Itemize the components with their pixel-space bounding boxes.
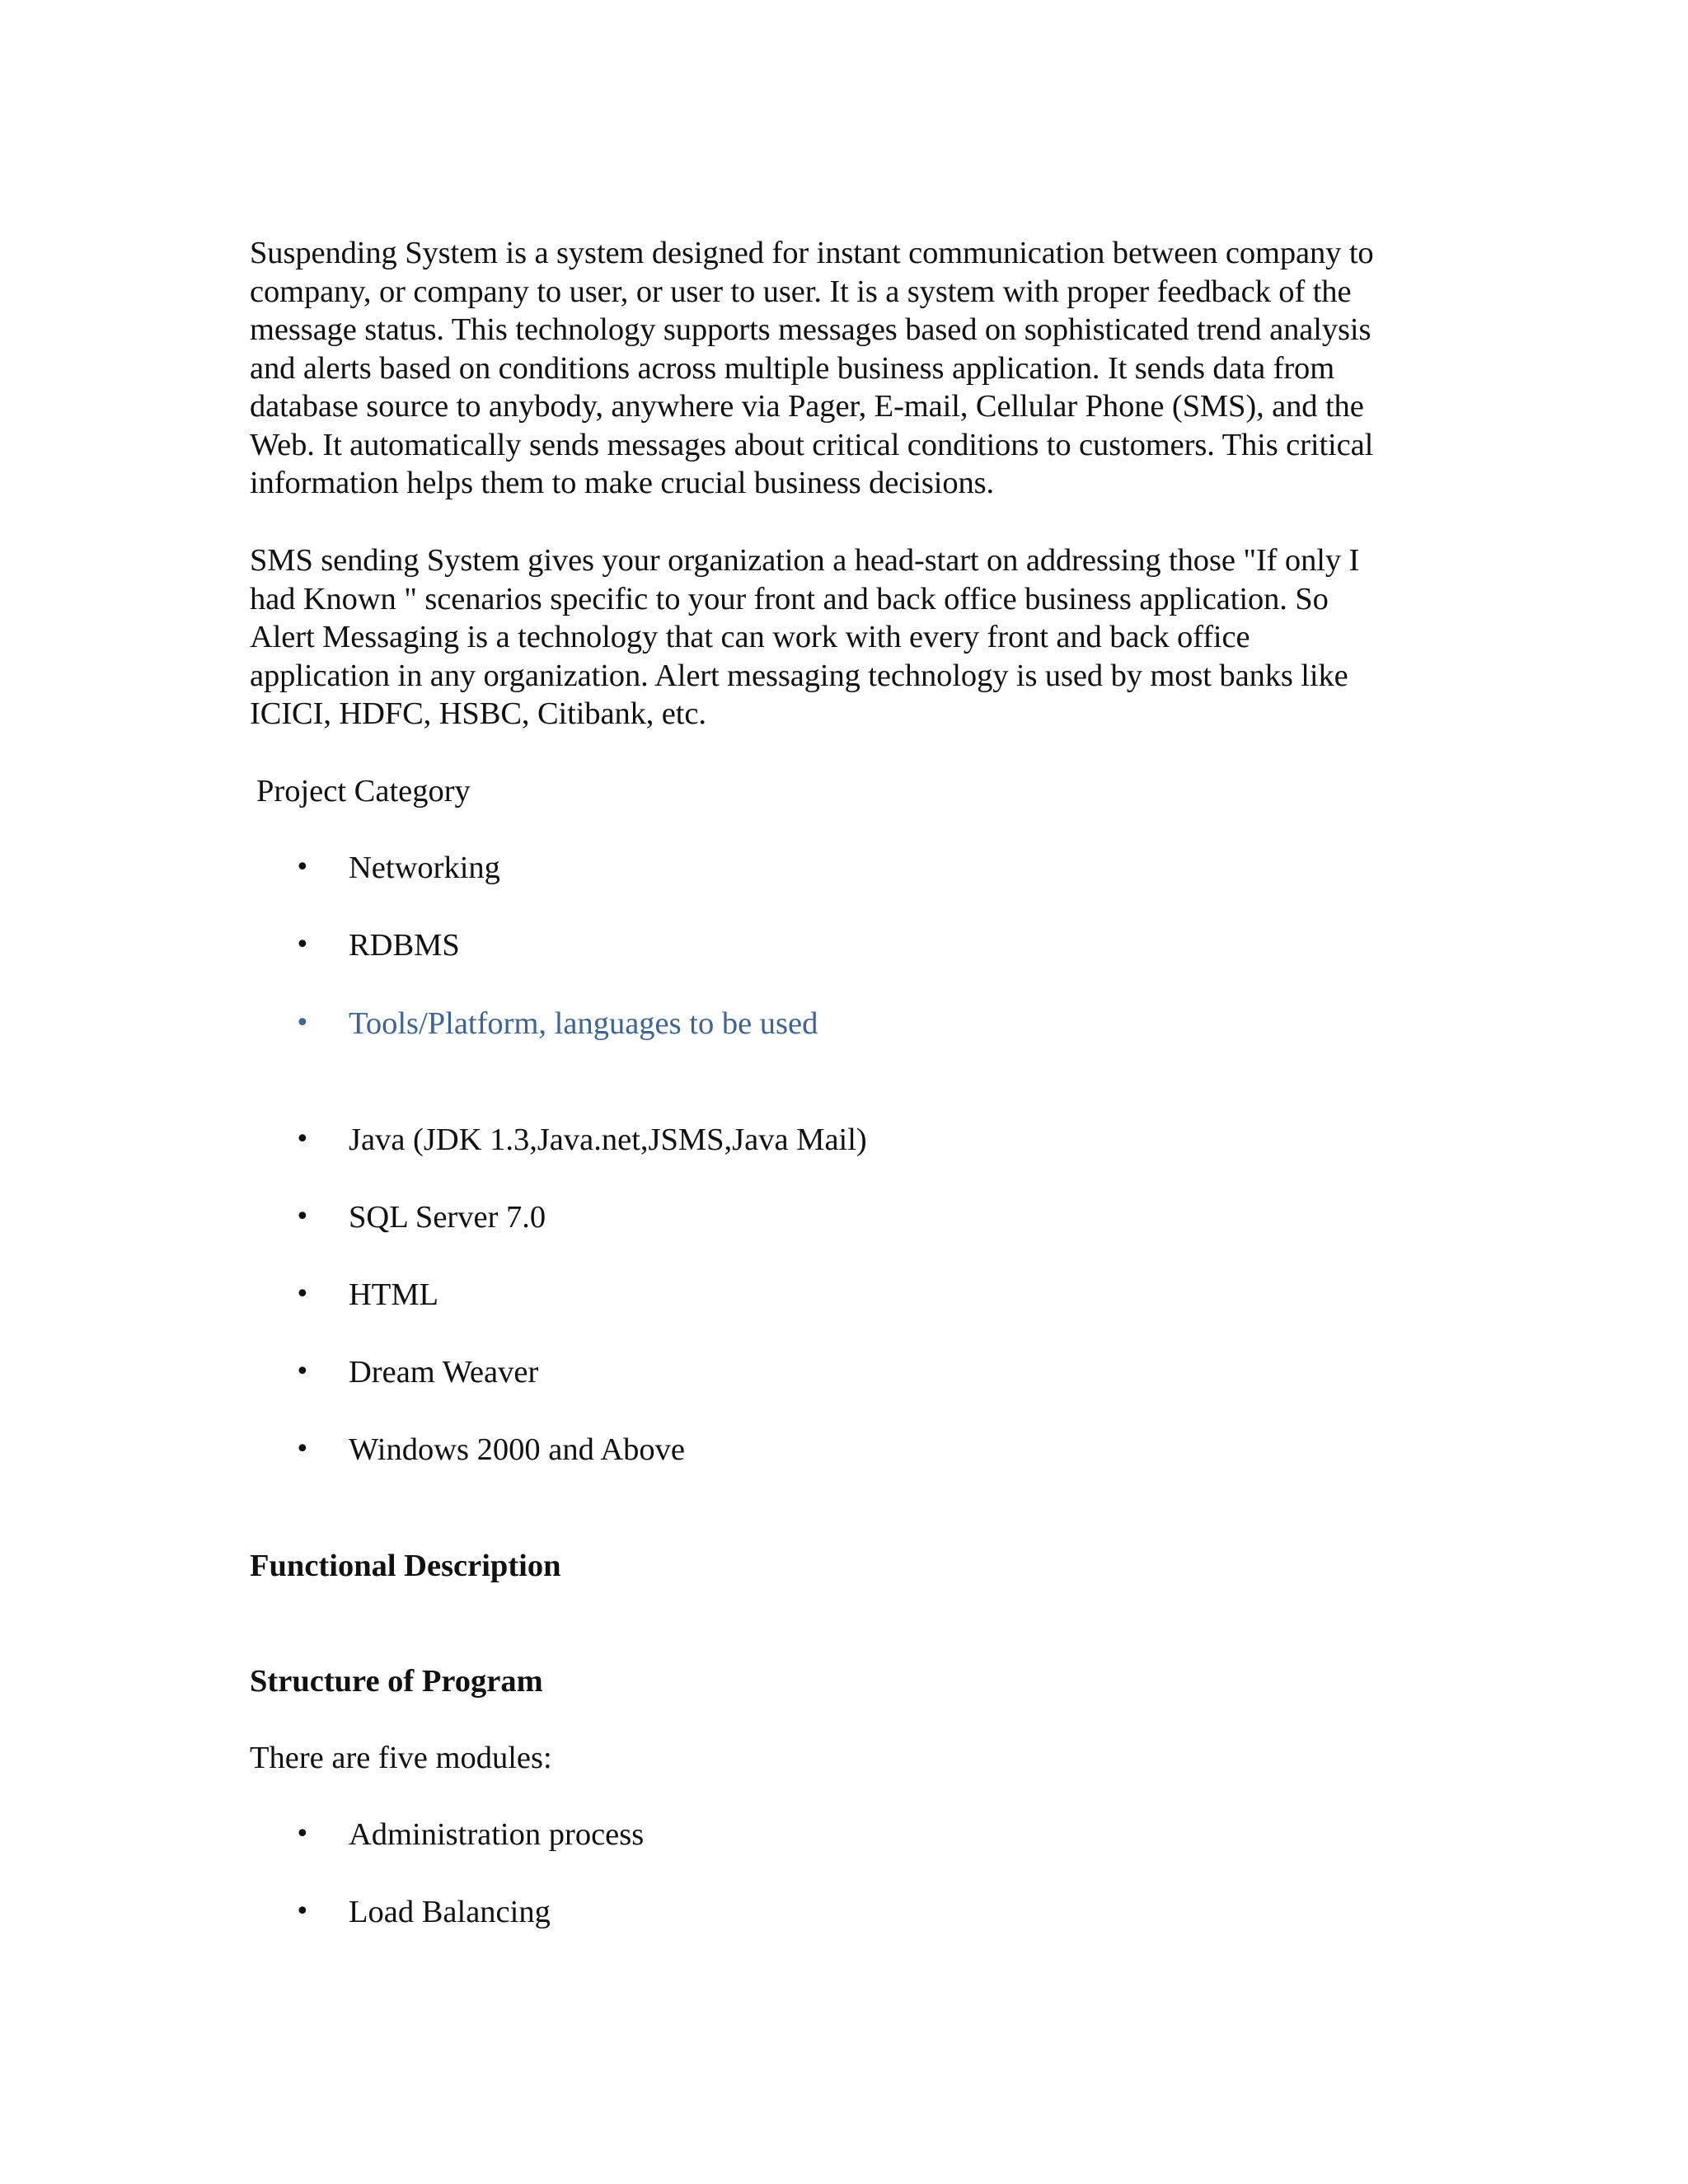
bullet-icon: • <box>295 1280 310 1309</box>
text-line: Web. It automatically sends messages about critical conditions to customers. This critical <box>250 427 1374 462</box>
list-item <box>295 849 500 888</box>
list-item <box>295 1353 538 1392</box>
text-line: SMS sending System gives your organization a head-start on addressing those "If only I <box>250 543 1360 578</box>
text-line: database source to anybody, anywhere via Pager, E-mail, Cellular Phone (SMS), and the <box>250 389 1364 424</box>
bullet-icon: • <box>295 1009 310 1038</box>
list-item <box>295 1198 546 1237</box>
functional-description-heading: Functional Description <box>250 1549 561 1583</box>
text-line: application in any organization. Alert messaging technology is used by most banks like <box>250 658 1348 693</box>
bullet-icon: • <box>295 1357 310 1386</box>
bullet-icon: • <box>295 1125 310 1154</box>
bullet-icon: • <box>295 1202 310 1231</box>
tools-link[interactable]: Tools/Platform, languages to be used <box>349 1006 818 1041</box>
list-item-text: SQL Server 7.0 <box>349 1200 546 1235</box>
list-item-tools[interactable] <box>295 1005 818 1043</box>
list-item <box>295 1121 867 1160</box>
bullet-icon: • <box>295 1820 310 1849</box>
sms-paragraph <box>250 541 1359 733</box>
modules-intro: There are five modules: <box>250 1741 552 1775</box>
list-item-text: Administration process <box>349 1817 645 1852</box>
list-item <box>295 1276 438 1315</box>
text-line: Alert Messaging is a technology that can work with every front and back office <box>250 620 1250 654</box>
text-line: message status. This technology supports messages based on sophisticated trend analysis <box>250 312 1372 347</box>
text-line: Suspending System is a system designed for instant communication between company to <box>250 236 1374 270</box>
bullet-icon: • <box>295 1897 310 1926</box>
bullet-icon: • <box>295 853 310 882</box>
list-item-text: Windows 2000 and Above <box>349 1432 686 1467</box>
project-category-label: Project Category <box>256 774 471 808</box>
list-item <box>295 926 460 965</box>
text-line: ICICI, HDFC, HSBC, Citibank, etc. <box>250 696 706 731</box>
text-line: and alerts based on conditions across multiple business application. It sends data from <box>250 350 1335 386</box>
text-line: company, or company to user, or user to user. It is a system with proper feedback of the <box>250 274 1352 309</box>
bullet-icon: • <box>295 1435 310 1464</box>
list-item <box>295 1431 685 1469</box>
bullet-icon: • <box>295 930 310 959</box>
list-item-text: RDBMS <box>349 928 460 963</box>
structure-of-program-heading: Structure of Program <box>250 1664 543 1699</box>
list-item-text: Dream Weaver <box>349 1355 539 1390</box>
list-item-text: Java (JDK 1.3,Java.net,JSMS,Java Mail) <box>349 1122 867 1157</box>
list-item-text: Networking <box>349 851 500 885</box>
list-item-text: Load Balancing <box>349 1895 551 1929</box>
list-item <box>295 1893 551 1932</box>
text-line: had Known " scenarios specific to your front and back office business application. So <box>250 581 1329 616</box>
list-item-text: HTML <box>349 1277 439 1312</box>
intro-paragraph <box>250 234 1374 503</box>
list-item <box>295 1816 644 1854</box>
text-line: information helps them to make crucial business decisions. <box>250 466 995 500</box>
